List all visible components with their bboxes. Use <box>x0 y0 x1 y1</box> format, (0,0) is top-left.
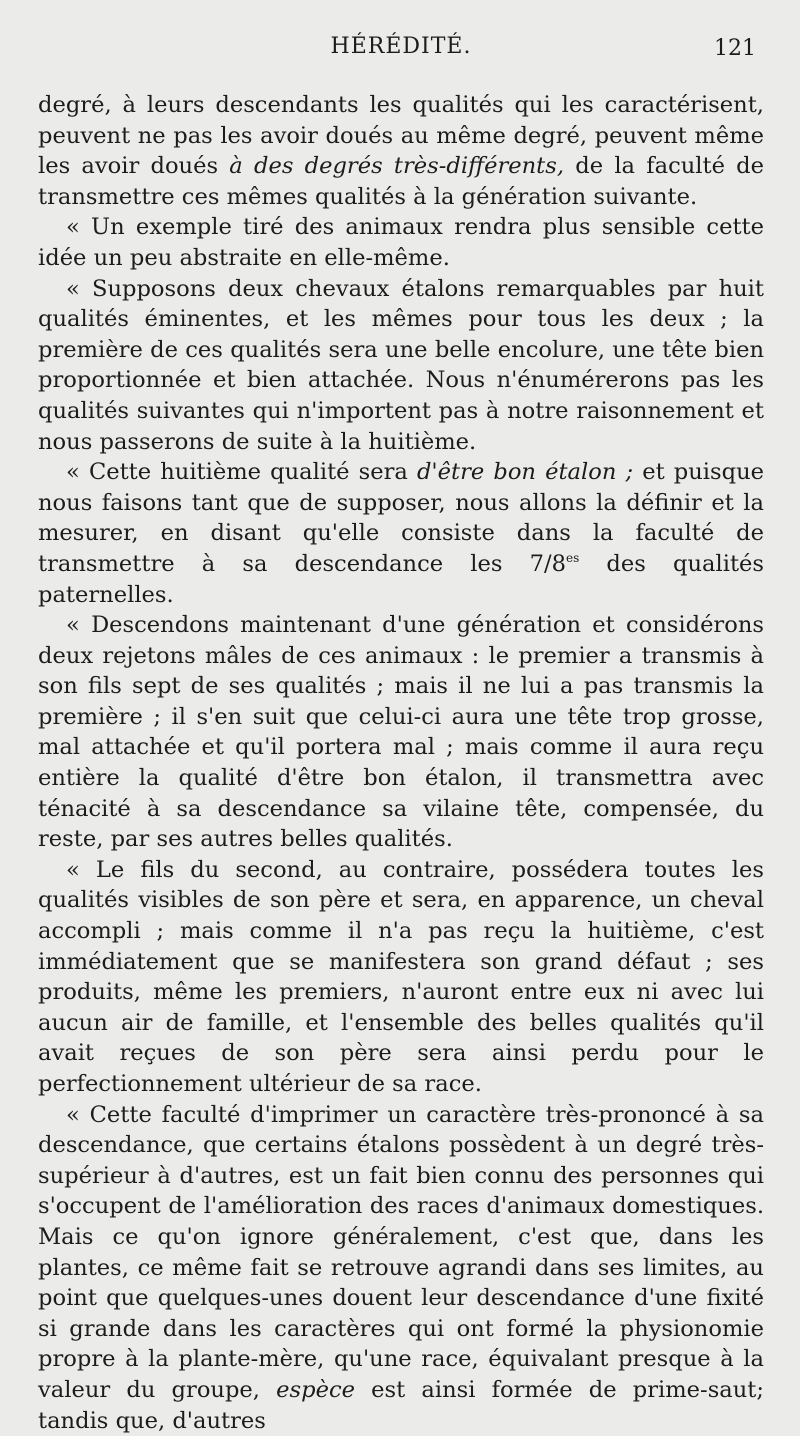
text-run: Cette faculté d'imprimer un caractère très-prononcé à sa descendance, que certains étalons possèdent à un degré très-supérieur à d'autres, est un fait bien connu des personnes qui s'occupent de l'amélioration des races d'animaux domestiques. Mais ce qu'on ignore généralement, c'est que, dans les plantes, ce même fait se retrouve agrandi dans ses limites, au point que quelques-unes douent leur descendance d'une fixité si grande dans les caractères qui ont formé la physionomie propre à la plante-mère, qu'une race, équivalant presque à la valeur du groupe, <box>38 1101 764 1403</box>
italic-text: espèce <box>276 1376 355 1403</box>
paragraph <box>38 212 764 273</box>
opening-quote: « <box>66 275 92 302</box>
text-run: degré, à leurs descendants les qualités qui les caractérisent, peuvent ne pas les avoir doués au même degré, peuvent même les avoir doués <box>38 92 764 180</box>
italic-text: à des degrés très-différents, <box>229 153 565 180</box>
body-text <box>38 90 764 1436</box>
paragraph <box>38 457 764 610</box>
text-run: Un exemple tiré des animaux rendra plus sensible cette idée un peu abstraite en elle-même. <box>38 214 764 271</box>
text-run: Le fils du second, au contraire, possédera toutes les qualités visibles de son père et sera, en apparence, un cheval accompli ; mais comme il n'a pas reçu la huitième, c'est immédiatement que se manifestera son grand défaut ; ses produits, même les premiers, n'auront entre eux ni avec lui aucun air de famille, et l'ensemble des belles qualités qu'il avait reçues de son père sera ainsi perdu pour le perfectionnement ultérieur de sa race. <box>38 856 764 1097</box>
superscript-text: es <box>566 550 580 565</box>
text-run: est ainsi formée de prime-saut; tandis que, d'autres <box>38 1376 764 1434</box>
text-run: Supposons deux chevaux étalons remarquables par huit qualités éminentes, et les mêmes pour tous les deux ; la première de ces qualités sera une belle encolure, une tête bien proportionnée et bien attachée. Nous n'énumérerons pas les qualités suivantes qui n'importent pas à notre raisonnement et nous passerons de suite à la huitième. <box>38 275 764 455</box>
running-head: HÉRÉDITÉ. <box>330 34 472 59</box>
paragraph <box>38 274 764 458</box>
text-run: Descendons maintenant d'une génération et considérons deux rejetons mâles de ces animaux : le premier a transmis à son fils sept de ses qualités ; mais il ne lui a pas transmis la première ; il s'en suit que celui-ci aura une tête trop grosse, mal attachée et qu'il portera mal ; mais comme il aura reçu entière la qualité d'être bon étalon, il transmettra avec ténacité à sa descendance sa vilaine tête, compensée, du reste, par ses autres belles qualités. <box>38 612 764 853</box>
page-number: 121 <box>714 36 756 61</box>
text-run: de la faculté de transmettre ces mêmes qualités à la génération suivante. <box>38 153 764 210</box>
text-run: et puisque nous faisons tant que de supposer, nous allons la définir et la mesurer, en disant qu'elle consiste dans la faculté de transmettre à sa descendance les 7/8 <box>38 459 764 577</box>
opening-quote: « <box>66 612 92 639</box>
opening-quote: « <box>66 214 92 241</box>
paragraph <box>38 90 764 212</box>
italic-text: d'être bon étalon ; <box>416 459 634 486</box>
opening-quote: « <box>66 459 89 486</box>
text-run: Cette huitième qualité sera <box>88 459 417 486</box>
text-run: des qualités paternelles. <box>38 550 764 608</box>
opening-quote: « <box>66 1101 90 1128</box>
paragraph <box>38 1100 764 1436</box>
paragraph <box>38 610 764 855</box>
opening-quote: « <box>66 856 96 883</box>
paragraph <box>38 855 764 1100</box>
page-header <box>38 34 764 90</box>
